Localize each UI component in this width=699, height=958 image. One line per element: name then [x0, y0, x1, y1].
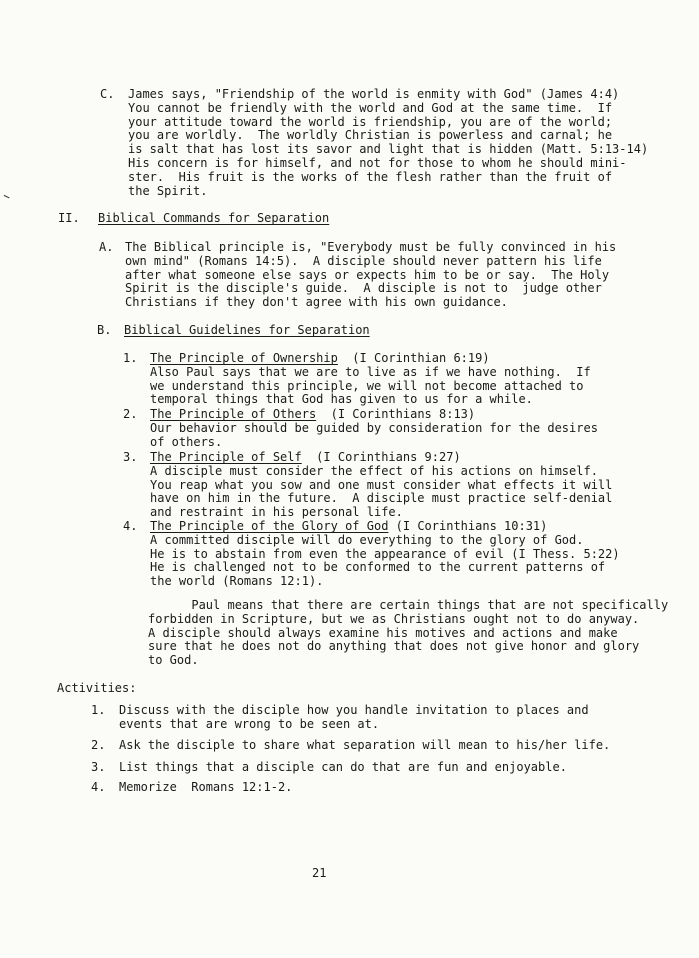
text-line: Our behavior should be guided by consideration for the desires [150, 420, 598, 435]
activities-heading: Activities: [57, 681, 137, 695]
text-line: He is challenged not to be conformed to the current patterns of [150, 560, 606, 575]
text-line: Memorize Romans 12:1-2. [119, 780, 293, 794]
text-line: to God. [148, 653, 199, 668]
text-line: we understand this principle, we will not become attached to [150, 378, 584, 393]
text-line: the Spirit. [128, 183, 208, 198]
section-b-label: B. [97, 323, 112, 337]
section-c-label: C. [100, 87, 115, 101]
text-line: Also Paul says that we are to live as if we have nothing. If [150, 364, 591, 379]
activity-item [119, 781, 292, 795]
activity-item [119, 704, 589, 732]
text-line: Christians if they don't agree with his own guidance. [125, 295, 508, 310]
stray-mark [2, 195, 9, 201]
section-ii-label: II. [58, 211, 80, 225]
section-c-paragraph [128, 88, 648, 198]
principle-number: 1. [123, 351, 138, 365]
principle-number: 3. [123, 450, 138, 464]
principle-title: The Principle of Self [150, 450, 302, 464]
section-b-heading: Biblical Guidelines for Separation [124, 323, 370, 337]
text-line: You cannot be friendly with the world and God at the same time. If [128, 100, 613, 115]
text-line: Paul means that there are certain things that are not specifically [148, 598, 669, 612]
principle-title: The Principle of Others [150, 407, 317, 421]
principle-reference: (I Corinthians 10:31) [395, 519, 548, 533]
closing-paragraph [148, 599, 668, 668]
text-line: Spirit is the disciple's guide. A disciple is not to judge other [125, 281, 602, 296]
activity-number: 1. [91, 703, 106, 717]
principle-number: 4. [123, 519, 138, 533]
text-line: He is to abstain from even the appearance of evil (I Thess. 5:22) [150, 546, 620, 561]
text-line: after what someone else says or expects him to be or say. The Holy [125, 267, 610, 282]
text-line: is salt that has lost its savor and light that is hidden (Matt. 5:13-14) [128, 142, 649, 157]
text-line: ster. His fruit is the works of the flesh rather than the fruit of [128, 169, 613, 184]
section-a-paragraph [125, 241, 616, 310]
text-line: A committed disciple will do everything to the glory of God. [150, 532, 584, 547]
activity-item [119, 761, 567, 775]
activity-number: 3. [91, 760, 106, 774]
text-line: forbidden in Scripture, but we as Christians ought not to do anyway. [148, 611, 640, 626]
activity-number: 2. [91, 738, 106, 752]
principle-others [150, 408, 598, 449]
section-a-label: A. [99, 240, 114, 254]
text-line: A disciple must consider the effect of his actions on himself. [150, 463, 598, 478]
principle-ownership [150, 352, 591, 407]
principle-title: The Principle of Ownership [150, 351, 338, 365]
principle-self [150, 451, 612, 520]
text-line: your attitude toward the world is friendship, you are of the world; [128, 114, 613, 129]
activity-number: 4. [91, 780, 106, 794]
principle-reference: (I Corinthian 6:19) [352, 351, 490, 365]
text-line: of others. [150, 434, 223, 449]
text-line: have on him in the future. A disciple must practice self-denial [150, 491, 613, 506]
text-line: His concern is for himself, and not for those to whom he should mini- [128, 155, 627, 170]
text-line: Discuss with the disciple how you handle invitation to places and [119, 703, 589, 717]
text-line: Ask the disciple to share what separation will mean to his/her life. [119, 738, 611, 752]
principle-glory-of-god [150, 520, 620, 589]
principle-number: 2. [123, 407, 138, 421]
activity-item [119, 739, 610, 753]
text-line: and restraint in his personal life. [150, 505, 403, 520]
text-line: You reap what you sow and one must consider what effects it will [150, 477, 613, 492]
text-line: The Biblical principle is, "Everybody must be fully convinced in his [125, 240, 617, 254]
text-line: sure that he does not do anything that does not give honor and glory [148, 639, 640, 654]
text-line: A disciple should always examine his motives and actions and make [148, 625, 618, 640]
principle-reference: (I Corinthians 9:27) [316, 450, 461, 464]
principle-title: The Principle of the Glory of God [150, 519, 389, 533]
text-line: temporal things that God has given to us for a while. [150, 392, 533, 407]
principle-reference: (I Corinthians 8:13) [330, 407, 476, 421]
page-number: 21 [312, 866, 327, 880]
text-line: own mind" (Romans 14:5). A disciple should never pattern his life [125, 253, 602, 268]
text-line: events that are wrong to be seen at. [119, 716, 380, 731]
text-line: you are worldly. The worldly Christian is powerless and carnal; he [128, 128, 613, 143]
section-ii-heading: Biblical Commands for Separation [98, 211, 330, 225]
text-line: James says, "Friendship of the world is enmity with God" (James 4:4) [128, 87, 620, 101]
text-line: List things that a disciple can do that are fun and enjoyable. [119, 760, 567, 774]
text-line: the world (Romans 12:1). [150, 574, 324, 589]
